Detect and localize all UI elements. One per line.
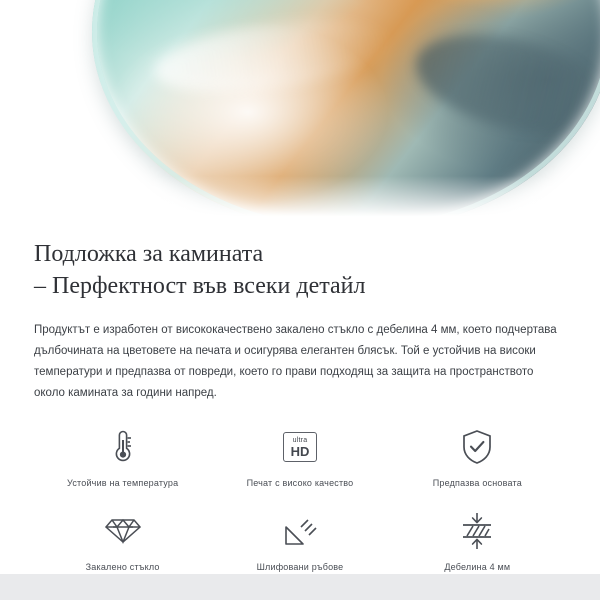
ultra-hd-icon [283,426,317,468]
page-title [34,238,566,302]
hd-text: HD [290,443,310,459]
feature-label: Шлифовани ръбове [256,562,344,572]
feature-item-thickness [389,510,566,572]
description-text [34,320,566,404]
feature-item-tempered-glass [34,510,211,572]
feature-item-polished-edges [211,510,388,572]
feature-label: Печат с високо качество [246,478,354,488]
feature-item-surface-protection [389,426,566,488]
glass-disc-image [92,0,600,222]
hero-image [0,0,600,222]
feature-item-temperature [34,426,211,488]
shield-check-icon [460,426,494,468]
description-paragraph: Продуктът е изработен от висококачествено закалено стъкло с дебелина 4 мм, което подчертава дълбочината на цветовете на печата и осигурява елегантен блясък. Той е устойчив на високи температури и предпазва от повреди, което го прави подходящ за защита на пространството около камината за години напред. [34,324,557,399]
feature-grid [34,426,566,572]
footer-bar [0,574,600,600]
title-line-1: Подложка за камината [34,241,264,267]
feature-label: Закалено стъкло [85,562,160,572]
feature-label: Дебелина 4 мм [444,562,511,572]
ultra-text: ultra [292,436,308,444]
thermometer-icon [112,426,134,468]
glass-edge-highlight [92,0,600,222]
feature-label: Предпазва основата [432,478,522,488]
thickness-icon [459,510,495,552]
feature-label: Устойчив на температура [67,478,179,488]
feature-item-print-quality [211,426,388,488]
title-line-2: – Перфектност във всеки детайл [34,273,366,299]
diamond-icon [105,510,141,552]
polished-edges-icon [283,510,317,552]
